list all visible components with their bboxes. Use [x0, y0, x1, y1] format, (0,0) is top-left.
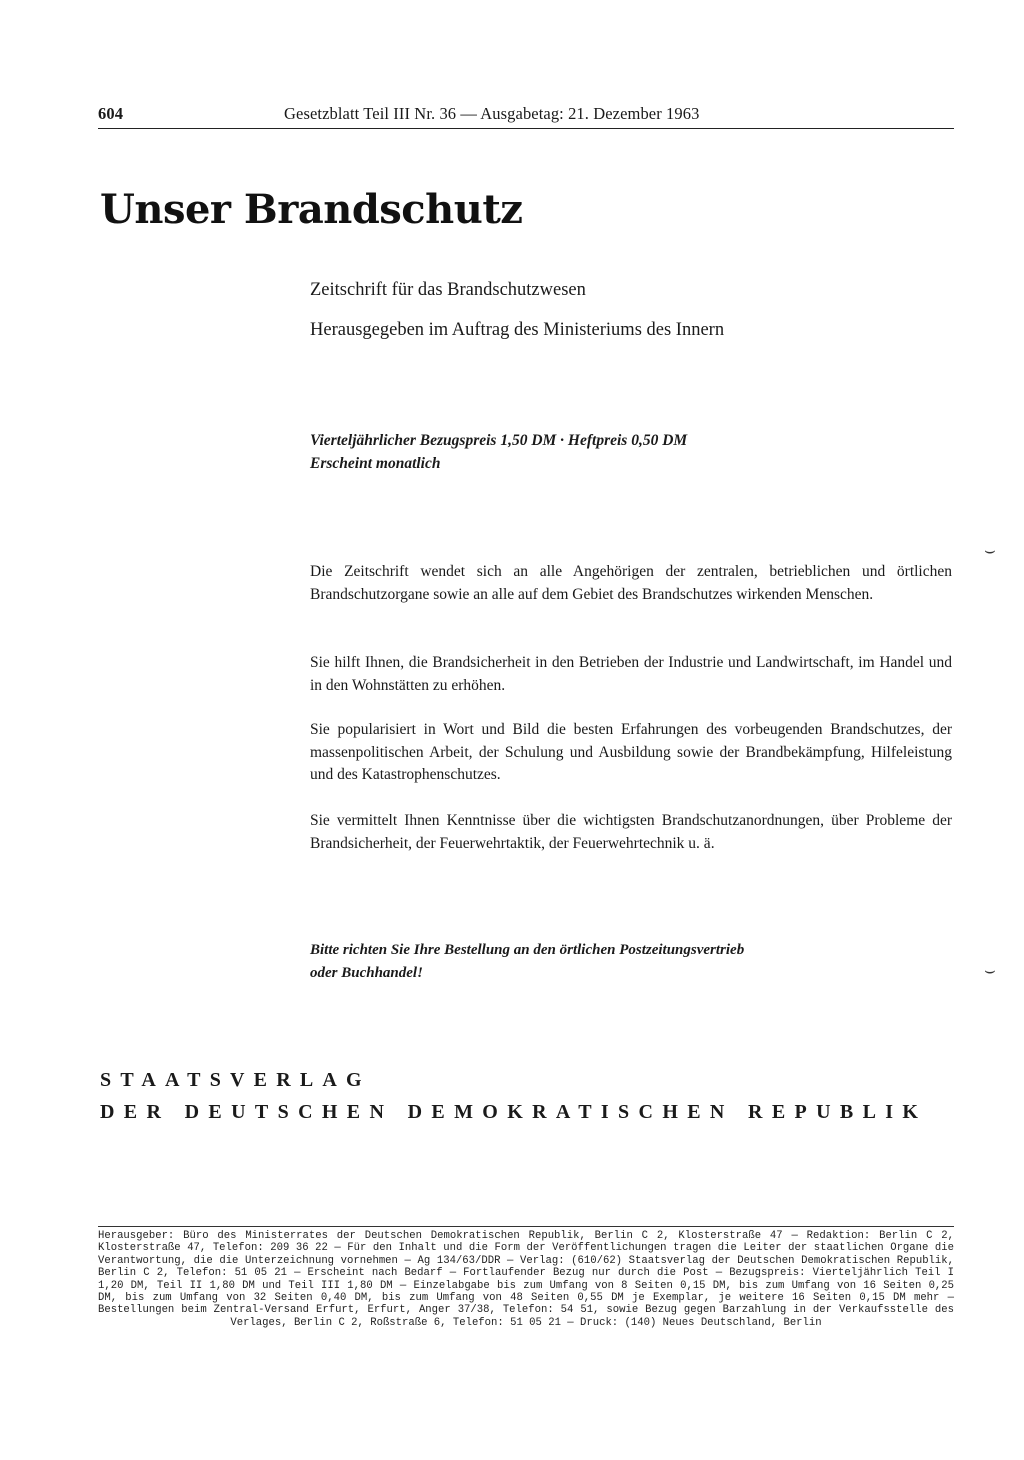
- order-notice: [310, 939, 744, 985]
- publisher-line-1: STAATSVERLAG: [100, 1069, 371, 1091]
- imprint-text: Herausgeber: Büro des Ministerrates der Deutschen Demokratischen Republik, Berlin C 2, Klosterstraße 47 — Redaktion: Berlin C 2, Klosterstraße 47, Telefon: 209 36 22 — Für den Inhalt und die Form der Veröffentlichungen tragen die Leiter der staatlichen Organe die Verantwortung, die die Unterzeichnung vornehmen — Ag 134/63/DDR — Verlag: (610/62) Staatsverlag der Deutschen Demokratischen Republik, Berlin C 2, Telefon: 51 05 21 — Erscheint nach Bedarf — Fortlaufender Bezug nur durch die Post — Bezugspreis: Vierteljährlich Teil I 1,20 DM, Teil II 1,80 DM und Teil III 1,80 DM — Einzelabgabe bis zum Umfang von 8 Seiten 0,15 DM, bis zum Umfang von 16 Seiten 0,25 DM, bis zum Umfang von 32 Seiten 0,40 DM, bis zum Umfang von 48 Seiten 0,55 DM je Exemplar, je weitere 16 Seiten 0,15 DM mehr — Bestellungen beim Zentral-Versand Erfurt, Erfurt, Anger 37/38, Telefon: 54 51, sowie Bezug gegen Barzahlung in der Verkaufsstelle des Verlages, Berlin C 2, Roßstraße 6, Telefon: 51 05 21 — Druck: (140) Neues Deutschland, Berlin: [98, 1230, 954, 1329]
- margin-mark-icon: ⌣: [984, 540, 996, 560]
- paragraph-safety: Sie hilft Ihnen, die Brandsicherheit in den Betrieben der Industrie und Landwirtschaft, im Handel und in den Wohnstätten zu erhöhen.: [310, 654, 952, 694]
- paragraph-knowledge: Sie vermittelt Ihnen Kenntnisse über die wichtigsten Brandschutzanordnungen, über Probleme der Brandsicherheit, der Feuerwehrtaktik, der Feuerwehrtechnik u. ä.: [310, 812, 952, 852]
- order-line-2: oder Buchhandel!: [310, 965, 423, 981]
- paragraph-audience: Die Zeitschrift wendet sich an alle Angehörigen der zentralen, betrieblichen und örtlichen Brandschutzorgane sowie an alle auf dem Gebiet des Brandschutzes wirkenden Menschen.: [310, 563, 952, 603]
- subtitle-journal: Zeitschrift für das Brandschutzwesen: [310, 280, 586, 300]
- price-line: Vierteljährlicher Bezugspreis 1,50 DM · Heftpreis 0,50 DM: [310, 432, 688, 449]
- subtitle-editor: Herausgegeben im Auftrag des Ministeriums des Innern: [310, 320, 725, 340]
- footer-divider: [98, 1226, 954, 1227]
- price-block: [310, 429, 687, 475]
- magazine-title: Unser Brandschutz: [100, 186, 523, 233]
- header-title: Gesetzblatt Teil III Nr. 36 — Ausgabetag: 21. Dezember 1963: [284, 104, 700, 123]
- order-line-1: Bitte richten Sie Ihre Bestellung an den örtlichen Postzeitungsvertrieb: [310, 942, 745, 958]
- publisher-line-2: DER DEUTSCHEN DEMOKRATISCHEN REPUBLIK: [100, 1101, 928, 1123]
- page-number: 604: [98, 104, 124, 123]
- paragraph-experience: Sie popularisiert in Wort und Bild die besten Erfahrungen des vorbeugenden Brandschutzes, der massenpolitischen Arbeit, der Schulung und Ausbildung sowie der Brandbekämpfung, Hilfeleistung und des Katastrophenschutzes.: [310, 721, 952, 783]
- margin-mark-icon: ⌣: [984, 960, 996, 980]
- frequency-line: Erscheint monatlich: [310, 455, 441, 472]
- page-header: [98, 102, 954, 129]
